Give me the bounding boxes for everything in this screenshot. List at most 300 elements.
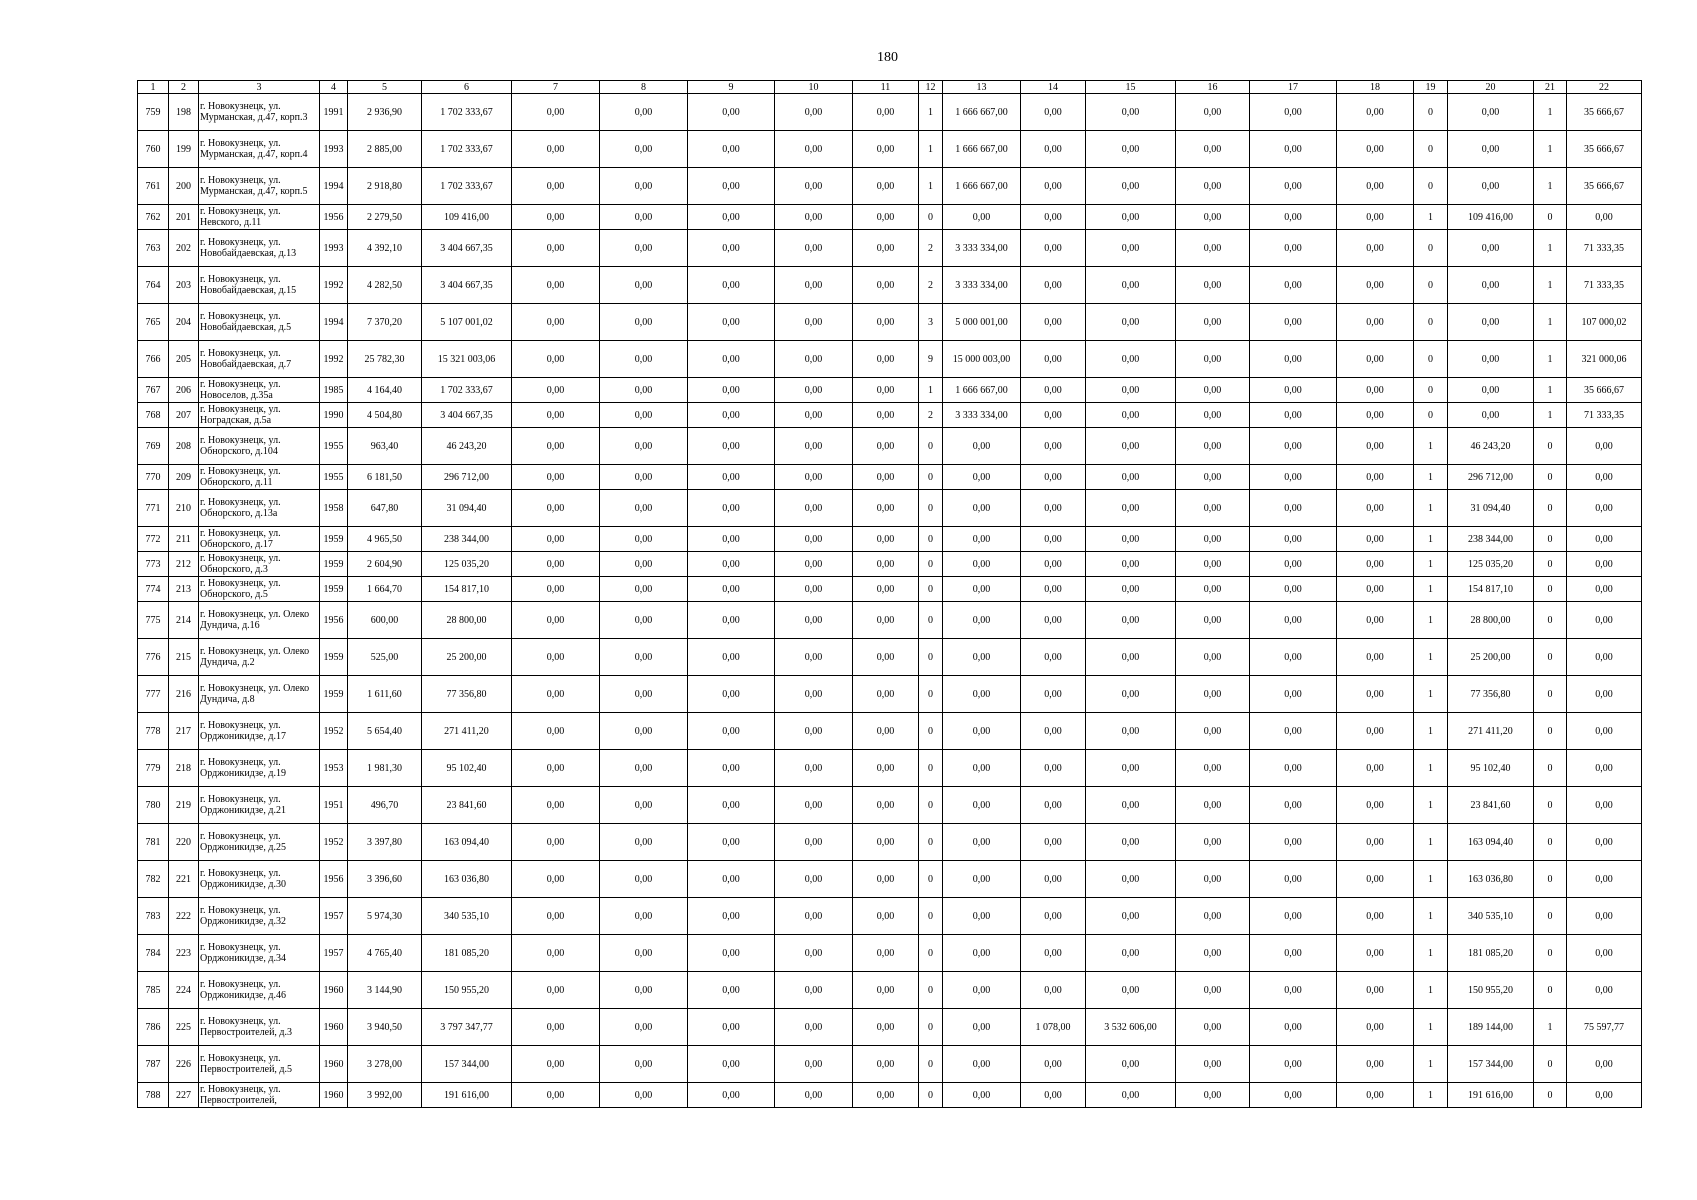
table-cell: 202 [169,230,199,267]
table-cell: 0,00 [1567,602,1642,639]
table-cell: 296 712,00 [1448,465,1534,490]
table-cell: 0,00 [1567,577,1642,602]
table-row [138,341,1642,378]
table-cell: 0,00 [1176,639,1250,676]
table-cell: 0,00 [1250,168,1337,205]
table-cell: 0 [919,972,943,1009]
table-cell: 0,00 [943,898,1021,935]
table-cell: 0,00 [1250,403,1337,428]
table-cell: 1 [1534,230,1567,267]
table-cell: 0,00 [853,490,919,527]
table-cell: 224 [169,972,199,1009]
table-cell: 0,00 [1021,577,1086,602]
table-cell: 0,00 [1021,824,1086,861]
table-cell: 0,00 [1086,787,1176,824]
table-cell: 0,00 [775,131,853,168]
table-cell: 0,00 [775,428,853,465]
table-cell: 0,00 [1250,787,1337,824]
table-body [138,94,1642,1108]
table-cell: 0,00 [600,465,688,490]
table-cell: 226 [169,1046,199,1083]
table-cell: 0,00 [688,527,775,552]
table-cell: 0,00 [1176,898,1250,935]
table-row [138,713,1642,750]
table-cell: 0,00 [775,304,853,341]
table-cell: 1956 [320,602,348,639]
table-cell: 0 [1534,1083,1567,1108]
table-cell: 0 [1534,898,1567,935]
table-cell: 0 [1534,428,1567,465]
table-cell: 0,00 [1337,861,1414,898]
table-cell: 1 [1414,861,1448,898]
table-cell: 0,00 [1021,205,1086,230]
address-cell: г. Новокузнецк, ул. Новобайдаевская, д.15 [199,267,320,304]
table-cell: 787 [138,1046,169,1083]
address-cell: г. Новокузнецк, ул. Орджоникидзе, д.21 [199,787,320,824]
table-cell: 9 [919,341,943,378]
table-cell: 0,00 [600,131,688,168]
table-cell: 0,00 [1337,552,1414,577]
table-cell: 0,00 [853,972,919,1009]
table-row [138,935,1642,972]
table-cell: 46 243,20 [1448,428,1534,465]
table-cell: 1955 [320,465,348,490]
table-cell: 0,00 [600,577,688,602]
table-cell: 0,00 [688,1009,775,1046]
table-cell: 0,00 [943,490,1021,527]
table-cell: 0,00 [1567,1083,1642,1108]
column-number-row [138,81,1642,94]
table-cell: 211 [169,527,199,552]
table-cell: 0 [1534,824,1567,861]
table-cell: 0,00 [600,341,688,378]
table-cell: 0,00 [1176,378,1250,403]
table-cell: 0,00 [775,1083,853,1108]
table-cell: 0,00 [1176,428,1250,465]
table-cell: 0,00 [853,230,919,267]
table-cell: 0,00 [600,205,688,230]
table-cell: 1 [1414,602,1448,639]
table-cell: 0,00 [943,972,1021,1009]
table-row [138,94,1642,131]
table-cell: 1992 [320,267,348,304]
column-number-20: 20 [1448,81,1534,94]
column-number-7: 7 [512,81,600,94]
table-cell: 788 [138,1083,169,1108]
table-cell: 0,00 [1448,131,1534,168]
table-cell: 95 102,40 [422,750,512,787]
table-cell: 0,00 [943,787,1021,824]
table-cell: 3 940,50 [348,1009,422,1046]
table-cell: 0,00 [600,750,688,787]
table-cell: 2 604,90 [348,552,422,577]
table-cell: 7 370,20 [348,304,422,341]
table-cell: 1960 [320,1083,348,1108]
table-cell: 0 [1414,341,1448,378]
table-cell: 0,00 [1086,527,1176,552]
table-cell: 1 [1414,787,1448,824]
table-cell: 1 702 333,67 [422,168,512,205]
table-cell: 0,00 [775,490,853,527]
table-row [138,1009,1642,1046]
table-cell: 215 [169,639,199,676]
table-cell: 1 [1414,552,1448,577]
table-cell: 779 [138,750,169,787]
table-cell: 214 [169,602,199,639]
table-cell: 0,00 [688,428,775,465]
table-cell: 3 [919,304,943,341]
table-cell: 0,00 [1567,639,1642,676]
column-number-21: 21 [1534,81,1567,94]
address-cell: г. Новокузнецк, ул. Мурманская, д.47, корп.4 [199,131,320,168]
table-cell: 0,00 [688,750,775,787]
table-cell: 763 [138,230,169,267]
table-cell: 28 800,00 [1448,602,1534,639]
table-cell: 1 [1534,94,1567,131]
table-cell: 0,00 [1021,378,1086,403]
table-cell: 0,00 [600,972,688,1009]
table-cell: 600,00 [348,602,422,639]
table-cell: 222 [169,898,199,935]
table-cell: 1 664,70 [348,577,422,602]
table-cell: 1994 [320,168,348,205]
table-cell: 198 [169,94,199,131]
table-cell: 0,00 [512,972,600,1009]
table-cell: 0,00 [512,602,600,639]
table-row [138,577,1642,602]
table-cell: 783 [138,898,169,935]
table-cell: 0,00 [688,267,775,304]
table-cell: 0,00 [1567,861,1642,898]
table-cell: 0,00 [943,1046,1021,1083]
table-cell: 0,00 [1250,131,1337,168]
address-cell: г. Новокузнецк, ул. Олеко Дундича, д.8 [199,676,320,713]
table-cell: 0,00 [1086,131,1176,168]
table-cell: 4 504,80 [348,403,422,428]
column-number-8: 8 [600,81,688,94]
table-cell: 774 [138,577,169,602]
table-cell: 0,00 [853,898,919,935]
table-cell: 25 782,30 [348,341,422,378]
table-cell: 0,00 [688,898,775,935]
table-cell: 0,00 [688,205,775,230]
table-cell: 0,00 [1176,94,1250,131]
table-cell: 1 078,00 [1021,1009,1086,1046]
table-cell: 0 [919,787,943,824]
table-cell: 296 712,00 [422,465,512,490]
table-cell: 0,00 [688,341,775,378]
address-cell: г. Новокузнецк, ул. Первостроителей, д.3 [199,1009,320,1046]
table-cell: 0 [1534,577,1567,602]
table-cell: 0,00 [1250,1009,1337,1046]
table-cell: 201 [169,205,199,230]
table-cell: 0,00 [1567,527,1642,552]
column-number-9: 9 [688,81,775,94]
table-cell: 0,00 [1176,131,1250,168]
table-cell: 1 [1414,205,1448,230]
table-cell: 1 [1414,824,1448,861]
table-cell: 0,00 [512,861,600,898]
column-number-10: 10 [775,81,853,94]
table-cell: 0,00 [1337,465,1414,490]
table-cell: 0,00 [1337,168,1414,205]
table-cell: 0 [1414,304,1448,341]
table-cell: 0,00 [1250,490,1337,527]
table-cell: 0,00 [1021,787,1086,824]
table-cell: 766 [138,341,169,378]
table-cell: 525,00 [348,639,422,676]
table-cell: 77 356,80 [1448,676,1534,713]
table-cell: 1 611,60 [348,676,422,713]
table-cell: 35 666,67 [1567,94,1642,131]
table-cell: 0 [919,935,943,972]
table-cell: 0 [1414,378,1448,403]
table-cell: 0,00 [1337,602,1414,639]
address-cell: г. Новокузнецк, ул. Обнорского, д.3 [199,552,320,577]
table-cell: 0,00 [688,552,775,577]
table-cell: 0 [919,205,943,230]
table-cell: 0,00 [1176,304,1250,341]
table-cell: 1 [1534,304,1567,341]
table-cell: 0,00 [775,168,853,205]
table-cell: 0,00 [600,898,688,935]
table-cell: 0,00 [512,676,600,713]
table-cell: 0,00 [853,378,919,403]
table-row [138,1083,1642,1108]
table-cell: 0,00 [1086,972,1176,1009]
address-cell: г. Новокузнецк, ул. Новобайдаевская, д.5 [199,304,320,341]
table-cell: 150 955,20 [1448,972,1534,1009]
table-cell: 1 [1414,428,1448,465]
table-cell: 71 333,35 [1567,403,1642,428]
table-cell: 0,00 [512,935,600,972]
table-cell: 0,00 [775,1009,853,1046]
table-cell: 2 885,00 [348,131,422,168]
table-row [138,676,1642,713]
table-cell: 0,00 [600,267,688,304]
table-cell: 0,00 [512,94,600,131]
table-cell: 0,00 [853,935,919,972]
table-cell: 0 [919,639,943,676]
table-cell: 0,00 [1337,824,1414,861]
table-cell: 1 [1534,131,1567,168]
table-cell: 0 [1414,168,1448,205]
column-number-19: 19 [1414,81,1448,94]
table-cell: 1960 [320,1009,348,1046]
table-cell: 1 702 333,67 [422,378,512,403]
table-cell: 0,00 [1337,750,1414,787]
table-cell: 0,00 [688,1083,775,1108]
table-cell: 0,00 [1448,341,1534,378]
table-cell: 0,00 [1567,713,1642,750]
table-cell: 199 [169,131,199,168]
table-cell: 0,00 [1021,465,1086,490]
table-cell: 23 841,60 [1448,787,1534,824]
table-cell: 761 [138,168,169,205]
address-cell: г. Новокузнецк, ул. Обнорского, д.5 [199,577,320,602]
table-cell: 191 616,00 [422,1083,512,1108]
table-cell: 0 [1414,94,1448,131]
table-cell: 0,00 [1250,428,1337,465]
table-cell: 0,00 [1086,403,1176,428]
table-cell: 0 [1534,527,1567,552]
table-cell: 0,00 [775,898,853,935]
table-cell: 764 [138,267,169,304]
table-cell: 0 [1534,972,1567,1009]
table-cell: 4 765,40 [348,935,422,972]
table-row [138,267,1642,304]
column-number-14: 14 [1021,81,1086,94]
column-number-5: 5 [348,81,422,94]
table-cell: 4 965,50 [348,527,422,552]
table-cell: 0,00 [688,787,775,824]
table-cell: 3 333 334,00 [943,267,1021,304]
table-cell: 0,00 [1250,713,1337,750]
address-cell: г. Новокузнецк, ул. Мурманская, д.47, корп.3 [199,94,320,131]
table-cell: 0,00 [1176,205,1250,230]
table-cell: 0,00 [1086,378,1176,403]
table-cell: 0,00 [688,465,775,490]
table-cell: 71 333,35 [1567,230,1642,267]
table-cell: 0,00 [1021,602,1086,639]
address-cell: г. Новокузнецк, ул. Обнорского, д.17 [199,527,320,552]
table-cell: 0,00 [512,304,600,341]
table-cell: 271 411,20 [422,713,512,750]
table-cell: 35 666,67 [1567,168,1642,205]
table-cell: 0,00 [1250,824,1337,861]
table-cell: 0,00 [1567,824,1642,861]
table-cell: 6 181,50 [348,465,422,490]
table-cell: 0,00 [1567,1046,1642,1083]
column-number-3: 3 [199,81,320,94]
table-cell: 1 [1414,1009,1448,1046]
table-cell: 0,00 [1086,304,1176,341]
table-cell: 200 [169,168,199,205]
table-cell: 71 333,35 [1567,267,1642,304]
table-cell: 647,80 [348,490,422,527]
table-cell: 1956 [320,861,348,898]
table-cell: 107 000,02 [1567,304,1642,341]
table-cell: 0 [919,713,943,750]
table-cell: 0,00 [1250,602,1337,639]
table-cell: 0,00 [1086,230,1176,267]
table-cell: 5 974,30 [348,898,422,935]
table-cell: 0,00 [1567,787,1642,824]
table-cell: 3 333 334,00 [943,230,1021,267]
table-cell: 0,00 [512,205,600,230]
table-cell: 271 411,20 [1448,713,1534,750]
table-cell: 0,00 [688,94,775,131]
table-cell: 0,00 [943,577,1021,602]
table-cell: 0,00 [688,602,775,639]
table-cell: 163 094,40 [1448,824,1534,861]
table-cell: 0,00 [1250,1046,1337,1083]
table-cell: 0,00 [1250,552,1337,577]
table-cell: 163 094,40 [422,824,512,861]
table-cell: 0,00 [1176,1009,1250,1046]
table-row [138,602,1642,639]
table-cell: 1 [1414,898,1448,935]
table-cell: 0,00 [1176,824,1250,861]
table-cell: 0,00 [688,403,775,428]
table-cell: 1 [1534,168,1567,205]
table-cell: 0,00 [1448,230,1534,267]
address-cell: г. Новокузнецк, ул. Орджоникидзе, д.32 [199,898,320,935]
table-cell: 0,00 [853,713,919,750]
table-cell: 0,00 [1086,676,1176,713]
table-cell: 0,00 [512,898,600,935]
table-cell: 0,00 [1250,304,1337,341]
table-cell: 1 [1414,1083,1448,1108]
table-cell: 0,00 [1021,428,1086,465]
table-cell: 0,00 [853,552,919,577]
table-cell: 0,00 [512,552,600,577]
table-cell: 0,00 [853,403,919,428]
table-cell: 0,00 [1021,676,1086,713]
table-cell: 0,00 [1086,750,1176,787]
table-cell: 0,00 [853,577,919,602]
table-cell: 1952 [320,713,348,750]
table-cell: 221 [169,861,199,898]
table-cell: 0,00 [1337,267,1414,304]
table-cell: 496,70 [348,787,422,824]
table-cell: 0,00 [775,94,853,131]
table-row [138,465,1642,490]
table-cell: 0,00 [1567,465,1642,490]
table-cell: 223 [169,935,199,972]
table-cell: 1960 [320,972,348,1009]
column-number-15: 15 [1086,81,1176,94]
table-cell: 0,00 [1176,935,1250,972]
table-cell: 181 085,20 [422,935,512,972]
table-cell: 0,00 [1021,713,1086,750]
table-cell: 5 654,40 [348,713,422,750]
table-cell: 1 [1534,267,1567,304]
table-cell: 1 [1414,639,1448,676]
table-cell: 1956 [320,205,348,230]
table-cell: 0,00 [512,168,600,205]
table-cell: 0,00 [1448,403,1534,428]
table-cell: 0,00 [688,639,775,676]
table-cell: 0,00 [1021,972,1086,1009]
table-cell: 1959 [320,552,348,577]
table-cell: 0,00 [1250,230,1337,267]
table-cell: 0,00 [688,713,775,750]
table-cell: 1992 [320,341,348,378]
address-cell: г. Новокузнецк, ул. Орджоникидзе, д.46 [199,972,320,1009]
table-cell: 1990 [320,403,348,428]
table-cell: 767 [138,378,169,403]
table-cell: 1 [1414,577,1448,602]
table-row [138,861,1642,898]
address-cell: г. Новокузнецк, ул. Орджоникидзе, д.34 [199,935,320,972]
address-cell: г. Новокузнецк, ул. Орджоникидзе, д.25 [199,824,320,861]
table-cell: 209 [169,465,199,490]
table-cell: 0,00 [775,527,853,552]
table-cell: 0,00 [1086,428,1176,465]
table-cell: 0,00 [688,824,775,861]
table-cell: 95 102,40 [1448,750,1534,787]
table-cell: 0,00 [853,465,919,490]
table-cell: 0,00 [600,378,688,403]
table-cell: 0,00 [1086,267,1176,304]
table-cell: 0,00 [1021,131,1086,168]
table-cell: 0,00 [1176,403,1250,428]
table-cell: 0,00 [1567,972,1642,1009]
table-cell: 0,00 [1086,824,1176,861]
table-cell: 0,00 [688,861,775,898]
table-cell: 0,00 [1250,465,1337,490]
